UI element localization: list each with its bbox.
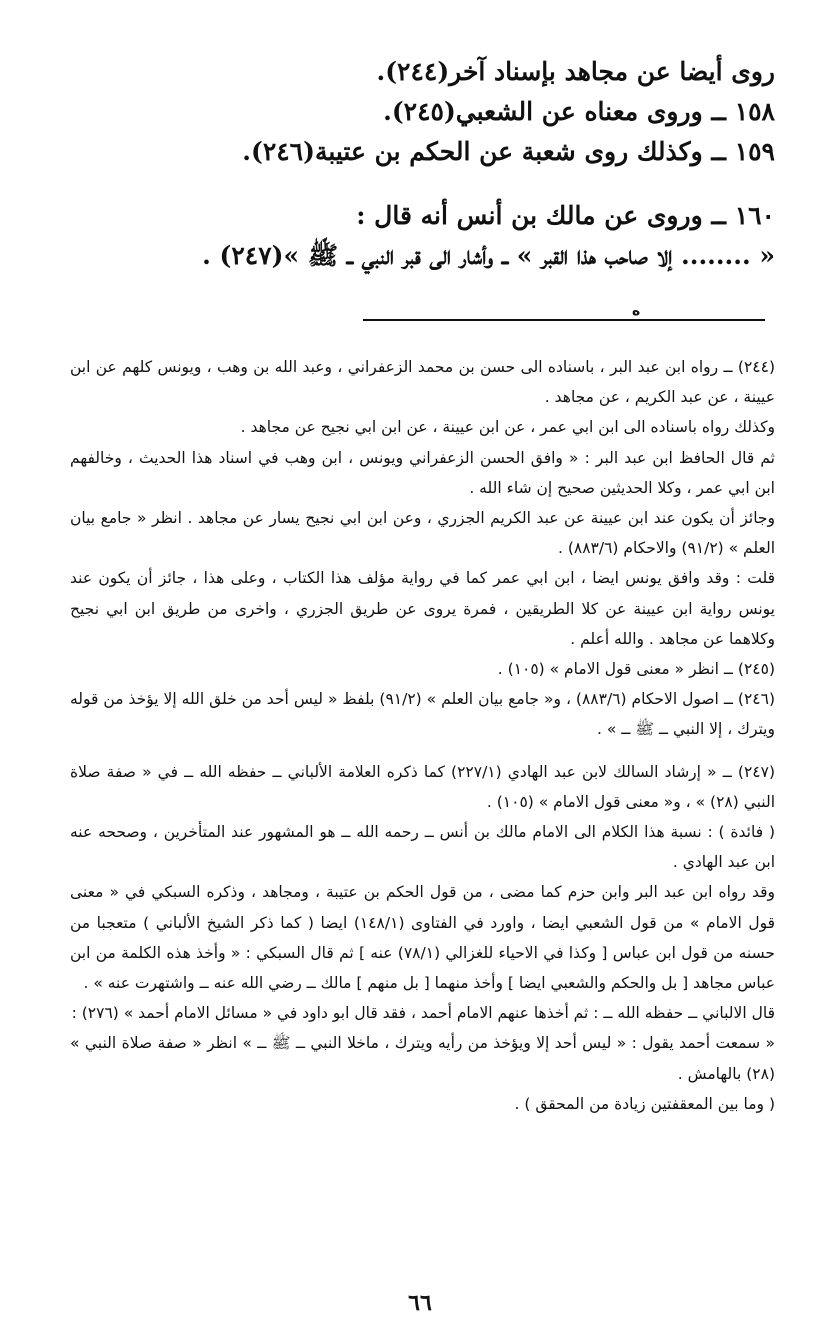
main-line: ١٦٠ ــ وروى عن مالك بن أنس أنه قال : bbox=[356, 201, 775, 230]
footnote-paragraph: ثم قال الحافظ ابن عبد البر : « وافق الحسن الزعفراني ويونس ، ابن وهب في اسناد هذا الحديث ، وخالفهم ابن ابي عمر ، وكلا الحديثين صحيح إن شاء الله . bbox=[70, 448, 775, 497]
footnote-paragraph: قال الالباني ــ حفظه الله ــ : ثم أخذها عنهم الامام أحمد ، فقد قال ابو داود في « مسائل الامام أحمد » (٢٧٦) : bbox=[71, 1004, 775, 1023]
page-number: ٦٦ bbox=[408, 1290, 432, 1316]
main-text bbox=[70, 52, 775, 276]
main-line: روى أيضا عن مجاهد بإسناد آخر(٢٤٤). bbox=[376, 57, 775, 86]
footnote-paragraph: ( وما بين المعقفتين زيادة من المحقق ) . bbox=[514, 1094, 775, 1113]
main-line: ١٥٩ ــ وكذلك روى شعبة عن الحكم بن عتيبة(٢٤٦). bbox=[242, 137, 775, 166]
footnote-paragraph: (٢٤٦) ــ اصول الاحكام (٨٨٣/٦) ، و« جامع بيان العلم » (٩١/٢) بلفظ « ليس أحد من خلق الله إلا يؤخذ من قوله ويترك ، إلا النبي ــ ﷺ ــ » . bbox=[70, 690, 776, 739]
footnote-paragraph: « سمعت أحمد يقول : « ليس أحد إلا ويؤخذ من رأيه ويترك ، ماخلا النبي ــ ﷺ ــ » انظر « صفة صلاة النبي » (٢٨) بالهامش . bbox=[70, 1034, 775, 1083]
footnote-paragraph: (٢٤٥) ــ انظر « معنى قول الامام » (١٠٥) . bbox=[497, 660, 775, 679]
main-line: « ........ إلا صاحب هذا القبر » ــ وأشار الى قبر النبي ــ ﷺ »(٢٤٧) . bbox=[202, 241, 775, 270]
footnotes bbox=[70, 352, 775, 1119]
footnote-paragraph: (٢٤٧) ــ « إرشاد السالك لابن عبد الهادي (٢٢٧/١) كما ذكره العلامة الألباني ــ حفظه الله ــ في « صفة صلاة النبي (٢٨) » ، و« معنى قول الامام » (١٠٥) . bbox=[70, 762, 775, 811]
footnote-paragraph: (٢٤٤) ــ رواه ابن عبد البر ، باسناده الى حسن بن محمد الزعفراني ، وعبد الله بن وهب ، ويونس كلهم عن ابن عيينة ، عن عبد الكريم ، عن مجاهد . bbox=[70, 358, 775, 407]
footnote-paragraph: وكذلك رواه باسناده الى ابن ابي عمر ، عن ابن عيينة ، عن ابن ابي نجيح عن مجاهد . bbox=[240, 418, 775, 437]
separator-mark: ه bbox=[632, 303, 641, 319]
footnote-paragraph: وجائز أن يكون عند ابن عيينة عن عبد الكريم الجزري ، وعن ابن ابي نجيح يسار عن مجاهد . انظر « جامع بيان العلم » (٩١/٢) والاحكام (٨٨٣/٦) . bbox=[70, 509, 775, 558]
main-line: ١٥٨ ــ وروى معناه عن الشعبي(٢٤٥). bbox=[383, 97, 775, 126]
footnote-paragraph: ( فائدة ) : نسبة هذا الكلام الى الامام مالك بن أنس ــ رحمه الله ــ هو المشهور عند المتأخرين ، وصححه عنه ابن عبد الهادي . bbox=[70, 823, 775, 872]
footnote-separator bbox=[363, 319, 765, 321]
footnote-paragraph: قلت : وقد وافق يونس ايضا ، ابن ابي عمر كما في رواية مؤلف هذا الكتاب ، وعلى هذا ، جائز أن يكون عند يونس رواية ابن عيينة عن كلا الطريقين ، فمرة يروى عن طريق الجزري ، واخرى من طريق ابن ابي نجيح وكلاهما عن مجاهد . والله أعلم . bbox=[70, 569, 775, 648]
footnote-paragraph: وقد رواه ابن عبد البر وابن حزم كما مضى ، من قول الحكم بن عتيبة ، ومجاهد ، وذكره السبكي في « معنى قول الامام » من قول الشعبي ايضا ، واورد في الفتاوى (١٤٨/١) ايضا ( كما ذكر الشيخ الألباني ) متعجبا من حسنه من قول ابن عباس [ وكذا في الاحياء للغزالي (٧٨/١) عنه ] ثم قال السبكي : « وأخذ هذه الكلمة من ابن عباس مجاهد [ بل والحكم والشعبي ايضا ] وأخذ منهما [ بل منهم ] مالك ــ رضي الله عنه ــ واشتهرت عنه » . bbox=[70, 883, 775, 993]
